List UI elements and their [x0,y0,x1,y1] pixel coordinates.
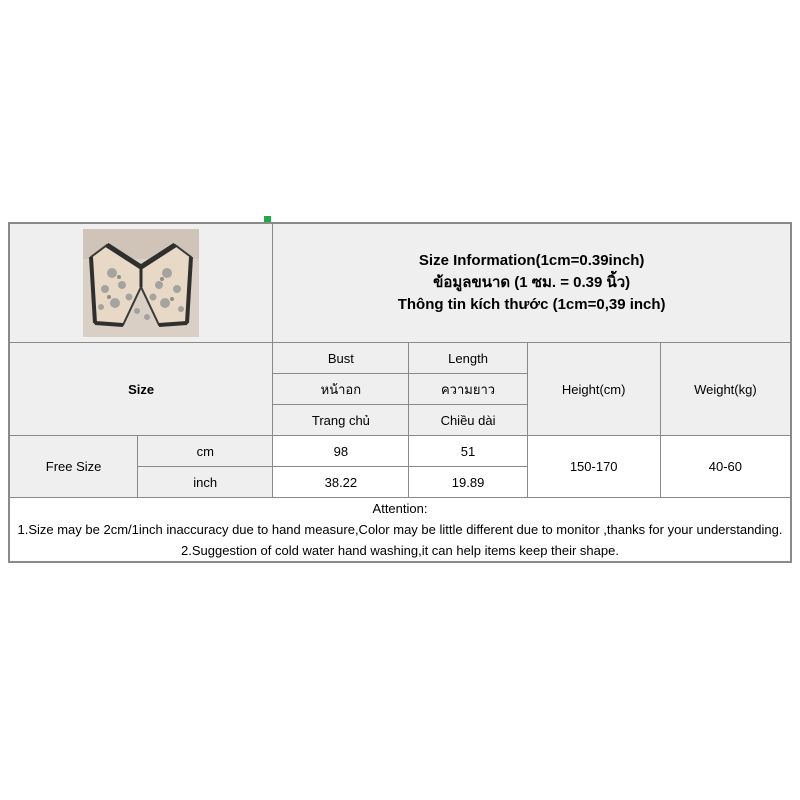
attention-cell [10,498,791,562]
header-bust-vi: Trang chủ [273,405,409,436]
height-value: 150-170 [527,436,660,498]
unit-cm: cm [138,436,273,467]
title-line-en: Size Information(1cm=0.39inch) [418,252,645,269]
title-line-th: ข้อมูลขนาด (1 ซม. = 0.39 นิ้ว) [433,274,631,291]
attention-heading: Attention: [372,501,428,516]
table-row-header-bust-length-en [10,343,791,374]
product-photo [10,224,272,342]
row-size-value: Free Size [10,436,138,498]
weight-value: 40-60 [660,436,790,498]
header-height: Height(cm) [527,343,660,436]
bust-cm-value: 98 [273,436,409,467]
size-chart-table [9,223,791,562]
size-information-title-cell [273,224,791,343]
attention-note-1: 1.Size may be 2cm/1inch inaccuracy due to hand measure,Color may be little different due to monitor ,thanks for your understanding. [17,522,783,537]
header-length-en: Length [409,343,527,374]
attention-note-2: 2.Suggestion of cold water hand washing,it can help items keep their shape. [181,543,619,558]
length-cm-value: 51 [409,436,527,467]
table-row-attention [10,498,791,562]
header-weight: Weight(kg) [660,343,790,436]
vest-illustration-icon [67,227,215,339]
header-length-th: ความยาว [409,374,527,405]
length-inch-value: 19.89 [409,467,527,498]
table-row-freesize-cm [10,436,791,467]
product-photo-cell [10,224,273,343]
unit-inch: inch [138,467,273,498]
header-bust-en: Bust [273,343,409,374]
table-row-header-title [10,224,791,343]
header-length-vi: Chiều dài [409,405,527,436]
title-line-vi: Thông tin kích thước (1cm=0,39 inch) [397,296,666,313]
size-column-header: Size [10,343,273,436]
size-chart-table-container [8,222,792,563]
header-bust-th: หน้าอก [273,374,409,405]
bust-inch-value: 38.22 [273,467,409,498]
